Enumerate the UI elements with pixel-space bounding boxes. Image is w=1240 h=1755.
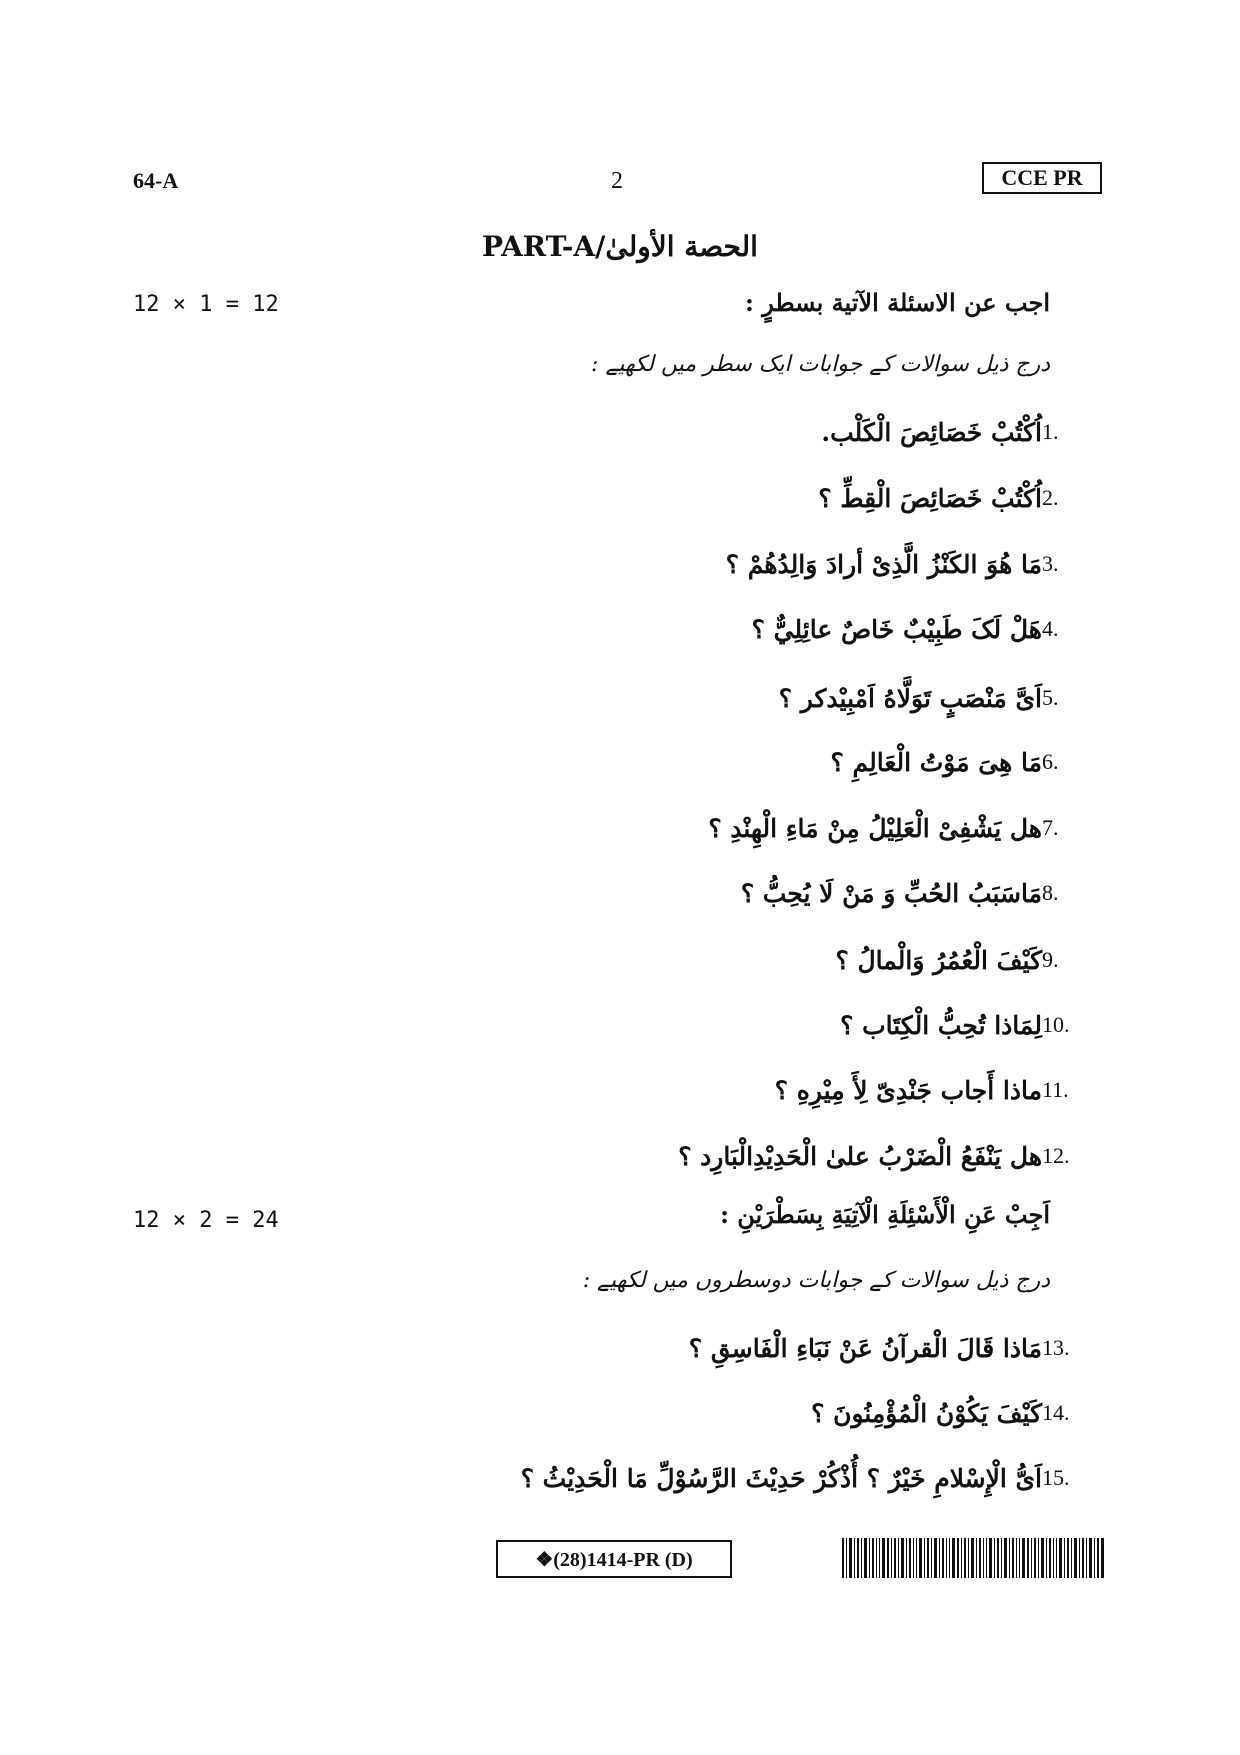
section1-instruction-arabic: اجب عن الاسئلة الآتية بسطرٍ : [745, 288, 1050, 317]
question-number: 8. [1042, 880, 1059, 905]
question-text: هل يَشْفِیْ الْعَلِيْلُ مِنْ مَاءِ الْهِنْدِ ؟ [708, 813, 1042, 843]
question-text: كَيْفَ الْعُمُرُ وَالْمالُ ؟ [835, 945, 1042, 975]
question-number: 6. [1042, 749, 1059, 774]
question-number: 3. [1042, 551, 1059, 576]
question-item [708, 808, 1100, 848]
question-text: اُكْتُبْ خَصَائِصَ الْكَلْب. [821, 417, 1042, 447]
question-item [678, 1136, 1100, 1176]
question-item [752, 609, 1100, 649]
question-number: 15. [1042, 1465, 1070, 1490]
title-english: PART-A [482, 230, 596, 263]
barcode-image [842, 1538, 1104, 1578]
question-text: هَلْ لَکَ طَبِيْبٌ خَاصٌ عائِلِيٌّ ؟ [751, 614, 1042, 644]
section2-instruction-arabic: اَجِبْ عَنِ الْأَسْئِلَةِ الْآتِيَةِ بِسَطْرَيْنِ : [720, 1200, 1050, 1229]
question-number: 10. [1042, 1012, 1070, 1037]
question-item [821, 412, 1100, 452]
paper-code: 64-A [133, 168, 179, 193]
section1-instruction-urdu: درج ذیل سوالات کے جوابات ایک سطر میں لکھیے : [591, 352, 1050, 377]
question-item [726, 544, 1100, 584]
section2-marks: 12 × 2 = 24 [133, 1208, 279, 1233]
question-item [818, 478, 1100, 518]
question-item [811, 1393, 1100, 1433]
page-number: 2 [611, 168, 623, 194]
question-number: 13. [1042, 1335, 1070, 1360]
question-text: ماذا أَجاب جَنْدِیّ لِأَ مِيْرِهِ ؟ [774, 1075, 1042, 1105]
question-text: هل يَنْفَعُ الْضَرْبُ علىٰ الْحَدِيْدِالْبَارِد ؟ [678, 1141, 1042, 1171]
section2-instruction-urdu: درج ذیل سوالات کے جوابات دوسطروں میں لکھیے : [582, 1268, 1050, 1293]
question-number: 9. [1042, 947, 1059, 972]
booklet-code-box: ❖(28)1414-PR (D) [496, 1540, 732, 1578]
question-text: مَا هُوَ الكَنْزُ الَّذِیْ أرادَ وَالِدُهُمْ ؟ [725, 549, 1042, 579]
section1-marks: 12 × 1 = 12 [133, 292, 279, 317]
question-item [831, 742, 1100, 782]
question-number: 7. [1042, 815, 1059, 840]
question-item [689, 1328, 1100, 1368]
question-number: 2. [1042, 485, 1059, 510]
question-number: 5. [1042, 685, 1059, 710]
question-item [775, 1070, 1100, 1110]
question-number: 14. [1042, 1400, 1070, 1425]
question-number: 1. [1042, 419, 1059, 444]
question-item [840, 1005, 1100, 1045]
question-item [741, 873, 1100, 913]
question-text: لِمَاذا تُحِبُّ الْكِتَاب ؟ [840, 1010, 1042, 1040]
question-item [521, 1458, 1100, 1498]
question-item [779, 678, 1100, 718]
title-arabic: الحصة الأولىٰ [605, 230, 758, 263]
title-separator: / [595, 230, 606, 263]
series-code-box: CCE PR [982, 162, 1102, 194]
question-number: 11. [1042, 1077, 1069, 1102]
question-text: مَاسَبَبُ الحُبِّ وَ مَنْ لَا يُحِبُّ ؟ [740, 878, 1042, 908]
question-number: 4. [1042, 616, 1059, 641]
question-item [836, 940, 1100, 980]
question-text: اَیَّ مَنْصَبٍ تَوَلَّاهُ اَمْبِیْدکر ؟ [778, 683, 1042, 713]
page-title [0, 230, 1240, 263]
question-text: كَيْفَ يَكُوْنُ الْمُؤْمِنُونَ ؟ [811, 1398, 1042, 1428]
question-text: مَا هِیَ مَوْتُ الْعَالِمِ ؟ [830, 747, 1042, 777]
question-text: مَاذا قَالَ الْقرآنُ عَنْ نَبَاءِ الْفَاسِقِ ؟ [688, 1333, 1042, 1363]
question-text: اُكْتُبْ خَصَائِصَ الْقِطِّ ؟ [818, 483, 1042, 513]
question-text: اَیُّ الْإِسْلامِ خَيْرٌ ؟ أُذْكُرْ حَدِيْثَ الرَّسُوْلِّ مَا الْحَدِيْثُ ؟ [520, 1463, 1042, 1493]
question-number: 12. [1042, 1143, 1070, 1168]
